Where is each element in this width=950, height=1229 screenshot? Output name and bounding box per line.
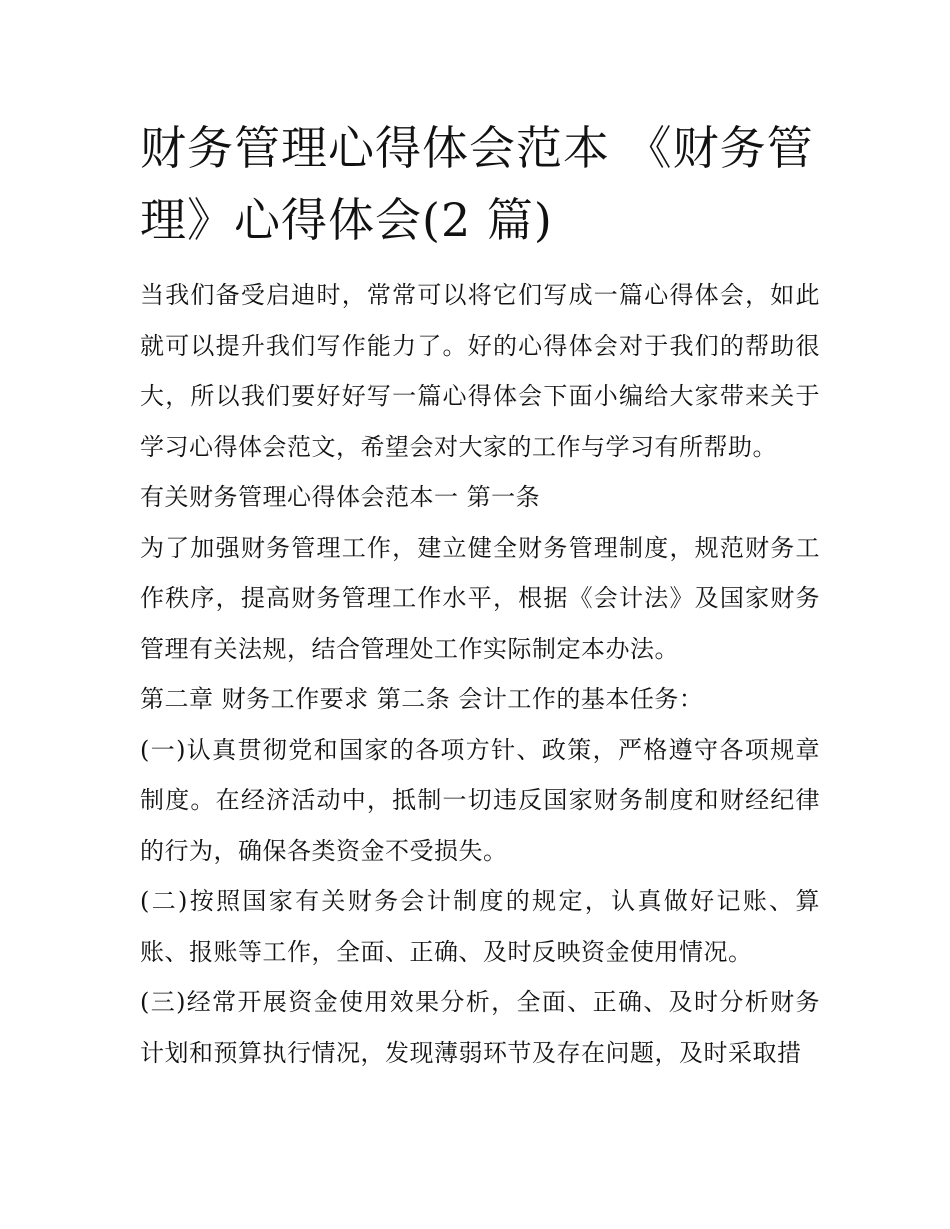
paragraph-intro: 当我们备受启迪时，常常可以将它们写成一篇心得体会，如此就可以提升我们写作能力了。好的心得体会对于我们的帮助很大，所以我们要好好写一篇心得体会下面小编给大家带来关于学习心得体会范文，希望会对大家的工作与学习有所帮助。	[140, 281, 820, 461]
paragraph-item-2: (二)按照国家有关财务会计制度的规定，认真做好记账、算账、报账等工作，全面、正确、及时反映资金使用情况。	[140, 887, 820, 966]
document-page	[140, 112, 820, 1078]
paragraph-item-1: (一)认真贯彻党和国家的各项方针、政策，严格遵守各项规章制度。在经济活动中，抵制一切违反国家财务制度和财经纪律的行为，确保各类资金不受损失。	[140, 735, 820, 865]
paragraph-chapter-heading: 第二章 财务工作要求 第二条 会计工作的基本任务：	[140, 685, 704, 713]
document-title: 财务管理心得体会范本 《财务管理》心得体会(2 篇)	[140, 121, 814, 247]
paragraph-item-3: (三)经常开展资金使用效果分析，全面、正确、及时分析财务计划和预算执行情况，发现薄弱环节及存在问题，及时采取措	[140, 988, 820, 1067]
paragraph-section-heading: 有关财务管理心得体会范本一 第一条	[140, 483, 541, 511]
paragraph-purpose: 为了加强财务管理工作，建立健全财务管理制度，规范财务工作秩序，提高财务管理工作水平，根据《会计法》及国家财务管理有关法规，结合管理处工作实际制定本办法。	[140, 533, 820, 663]
